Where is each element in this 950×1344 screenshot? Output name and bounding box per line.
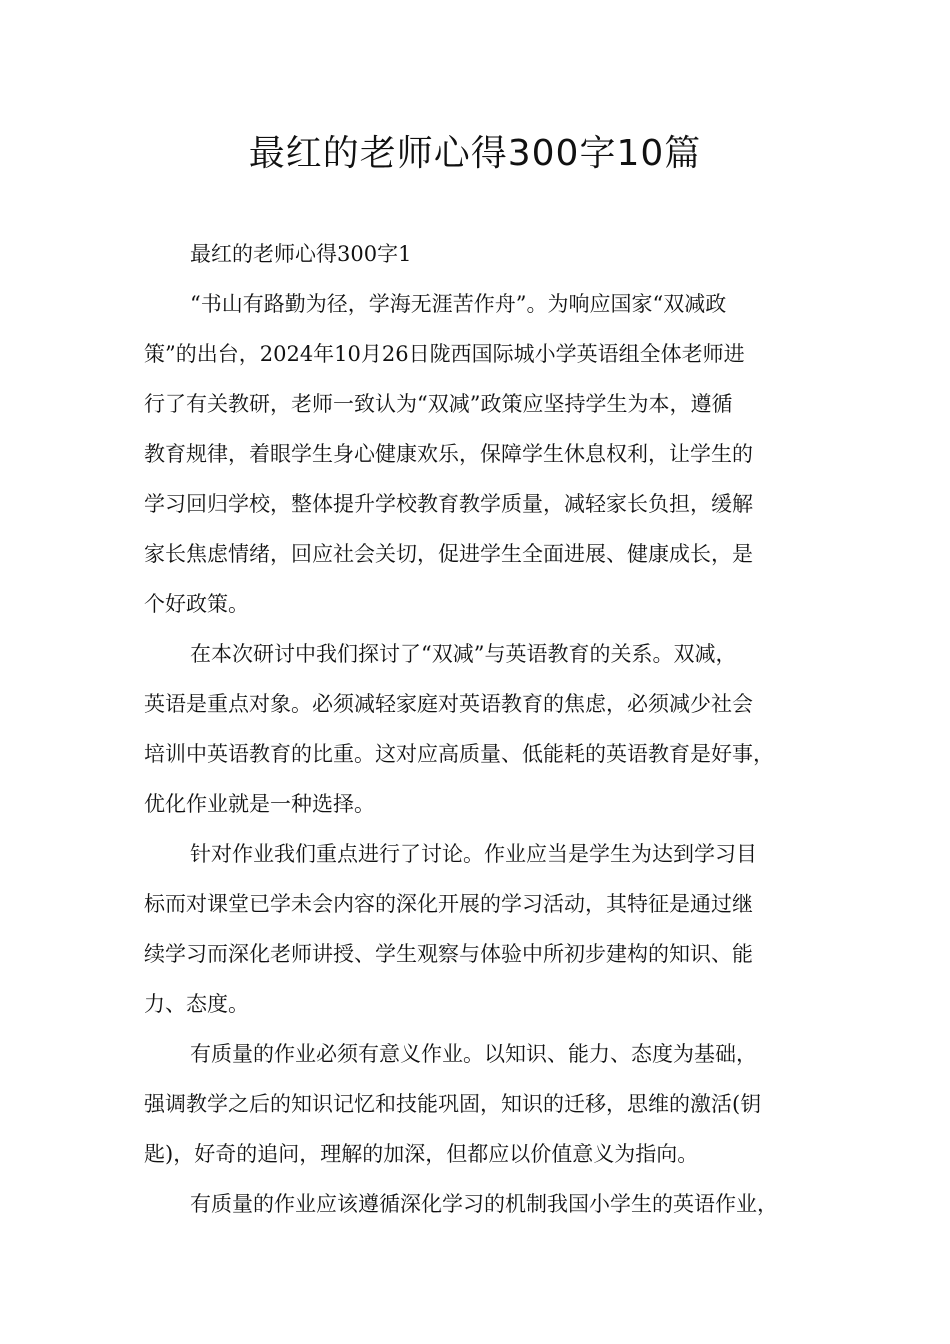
text-line: 针对作业我们重点进行了讨论。作业应当是学生为达到学习目 xyxy=(190,842,757,866)
text-line: 英语是重点对象。必须减轻家庭对英语教育的焦虑，必须减少社会 xyxy=(144,692,753,716)
text-line: 行了有关教研，老师一致认为“双减”政策应坚持学生为本，遵循 xyxy=(144,392,733,416)
document-body xyxy=(144,229,824,1229)
document-title: 最红的老师心得300字10篇 xyxy=(248,133,702,174)
text-line: 标而对课堂已学未会内容的深化开展的学习活动，其特征是通过继 xyxy=(144,892,753,916)
text-line: 最红的老师心得300字1 xyxy=(190,242,412,266)
text-line: 续学习而深化老师讲授、学生观察与体验中所初步建构的知识、能 xyxy=(144,942,753,966)
text-line: 强调教学之后的知识记忆和技能巩固，知识的迁移，思维的激活(钥 xyxy=(144,1092,762,1116)
text-line: 有质量的作业必须有意义作业。以知识、能力、态度为基础， xyxy=(190,1042,757,1066)
text-line: 力、态度。 xyxy=(144,992,249,1016)
text-line: 家长焦虑情绪，回应社会关切，促进学生全面进展、健康成长，是 xyxy=(144,542,753,566)
text-line: “书山有路勤为径，学海无涯苦作舟”。为响应国家“双减政 xyxy=(190,292,727,316)
text-line: 教育规律，着眼学生身心健康欢乐，保障学生休息权利，让学生的 xyxy=(144,442,753,466)
text-line: 有质量的作业应该遵循深化学习的机制我国小学生的英语作业， xyxy=(190,1192,778,1216)
text-line: 策”的出台，2024年10月26日陇西国际城小学英语组全体老师进 xyxy=(144,342,745,366)
text-line: 匙)，好奇的追问，理解的加深，但都应以价值意义为指向。 xyxy=(144,1142,699,1166)
text-line: 优化作业就是一种选择。 xyxy=(144,792,375,816)
text-line: 培训中英语教育的比重。这对应高质量、低能耗的英语教育是好事， xyxy=(144,742,774,766)
text-line: 学习回归学校，整体提升学校教育教学质量，减轻家长负担，缓解 xyxy=(144,492,753,516)
text-line: 在本次研讨中我们探讨了“双减”与英语教育的关系。双减， xyxy=(190,642,737,666)
text-line: 个好政策。 xyxy=(144,592,249,616)
